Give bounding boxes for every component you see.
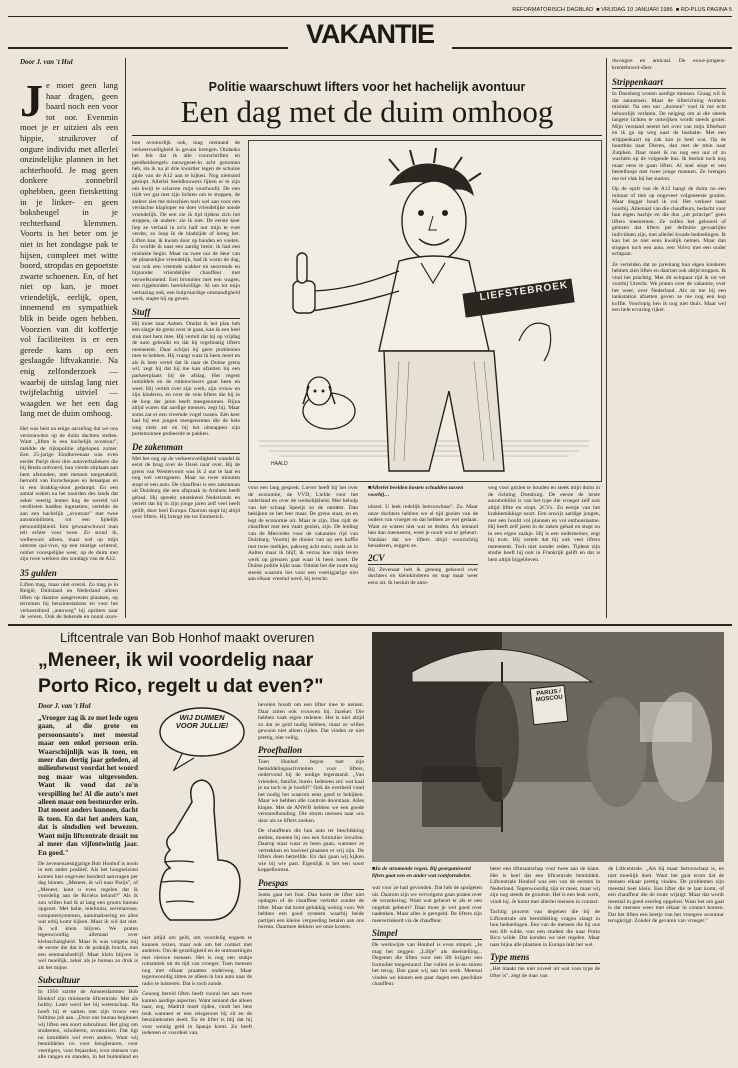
article2-col5-body: wat voor ze had gevonden. Dat heb de spulgeten uit. Daarom zijn we vervolgens gaan praten over de verzekering. Want wat gebeurt er als er een ongeluk gebeurt? Daar moet je wel goed over nadenken. Maar alles is geregeld. De lifters zijn meeverzekerd via de chauffeur. [372, 885, 482, 924]
article1-col2-body2: Hij moet naar Aalten. Omdat ik het plan heb een slagje de grens over te gaan, kan ik een heel stuk met hem mee. Hij vertelt dat hij op vrijdag de auto gebruikt en dat hij regelmatig lifters meeneemt. Daar schijnt hij geen problemen mee te hebben. Hij vraagt waar ik heen moet en als ik hem vertel dat ik naar de Duitse grens wil, zegt hij dat hij me kan afzetten bij een parkeerplaats bij de afslag. Het regent inmiddels en de ruitenwissers gaan heen en weer. Hij vertelt over zijn werk, zijn vrouw en zijn kinderen, en over de vele lifters die hij in de loop der jaren heeft meegenomen. Bijna altijd waren dat aardige mensen, zegt hij. Maar soms zat er een vreemde vogel tussen. Eén keer had hij een jongen meegenomen die de hele weg niets zei en bij het uitstappen zijn portemonnee probeerde te pakken. [132, 320, 240, 437]
hitchhiker-cartoon [248, 140, 602, 482]
article1-col3 [248, 485, 358, 618]
article1-col5 [488, 485, 600, 618]
article1-col4-body2: Bij Zevenaar heb ik genoeg gehoord over dochters en kleinkinderen en stap maar weer eens uit. Ik besluit de auto- [368, 566, 478, 586]
article2-headline-line2: Porto Rico, regelt u dat even?" [38, 675, 324, 697]
article1-col6-body-top: dwongen en amicaal. De ouwe-jongens-krentebrood-sfeer. [612, 58, 726, 71]
thumb-cartoon [142, 702, 252, 932]
article2-col4-body: hevelen houdt om een lifter mee te nemen. Daar zitten ook vrouwen bij. Jazeker. Die hebben vaak eigen redenen. Het is niet altijd zo dat ze geld nodig hebben, maar ze willen gewoon niet alleen rijden. Dat vinden ze niet prettig, niet veilig. [258, 702, 364, 741]
article2-col3-body: niet altijd om geld, om voordelig engeen te kunnen reizen, maar ook om het contact met anderen. Om de gezelligheid en de ontmoetingen met nieuwe mensen. Het is nog een stukje romantiek uit de tijd van vroeger. Toen mensen nog met elkaar praatten onderweg. Maar tegenwoordig zitten ze alleen in hun auto naar de radio te luisteren. Dat is toch zonde. [142, 935, 252, 987]
article1-col6-body: In Doesburg wonen aardige mensen. Graag wil ik dat aannemen. Maar de lifterichting Arnhem mislukt. Na een uur „duimen" voel ik me echt behoorlijk verlaten. De neiging om al die steeds langere lichten te ontwijken wordt steeds groter. Mijn verstand neemt het over van mijn lifterhart en ik ga op weg naar de bushalte. Met een strippenkaart op zak kan je heel wat. Op de buurtbus naar Dieren, dan met de trein naar Zutphen. Daar moet ik nu nog een uur of zo wachten op de volgende bus. Ik besluit toch nog maar eens te gaan liften. Al snel stopt er een bestelbusje met twee jonge mannen. Ze brengen me tot vlak bij het station. [612, 91, 726, 182]
article1-byline: Door J. van 't Hul [20, 58, 73, 66]
subhead-poespas: Poespas [258, 878, 364, 890]
headline-rule [132, 135, 602, 136]
article2-col7-body: de Liftcentrale. „Als hij maar betrouwbaar is, en niet moeilijk doet. Want het gaat erom dat de mensen elkaar prettig vinden. De problemen zijn meestal heel klein. Een lifter die te laat komt, of een chauffeur die de route wijzigt. Maar dat wordt meestal in goed overleg opgelost. Waar het om gaat is dat mensen weer met elkaar in contact komen. Dat het liften een beetje van het vroegere avontuur terugkrijgt. Zonder de gevaren van vroeger." [608, 866, 724, 924]
subhead-35-gulden: 35 gulden [20, 568, 118, 580]
article2-col1-body2: In 1956 startte de Amsterdammer Bob Honhof zijn ministerie liftcentrale. Met als hobby. Later werd het bij wetenschap. Na hoeft hij er samen met zijn vrouw een fulltime job aan. „Door ons bureau beginnen wij liften een soort subcultuur. Het ging om studenten, scholieren, avonturiers. Dat ligt nu inmiddels wel even anders. Want wij bemiddelen nu voor hoogleraren, voor veertigers, voor bejaarden, voor mensen van alle rangen en standen, in het buitenland en [38, 989, 138, 1060]
sign-text: LIEFSTEBROEK [478, 279, 569, 304]
article1-intro: Je moet geen lang haar dragen, geen baard noch een voor tot oor. Evenmin moet je er uitzien als een hippie, struikrover of ongure individu met allerlei onzindelijke plannen in het achterhoofd. Je mag geen donkere zonnebril ophebben, geen fietsketting in je linker- en geen boksbeugel in je rechterhand klemmen. Voorts is het beter om je niet in het zondagse pak te hijsen, compleet met witte boord, stropdas en gepoetste zwarte schoenen. En, of het niet op kan, je moet vriendelijk, eerlijk, open, innemend en sympathiek blik in beide ogen hebben. Voorzien van dit koffertje vol faciliteiten is er een gerede kans op een geslaagde liftvakantie. Na enig zelfonderzoek — waarbij de uitslag lang niet twijfelachtig uitviel — waagden we het een dag lang met de duim omhoog. [20, 75, 118, 419]
article1-col4-body: uitstel. U leek redelijk betrouwbaar". Zo. Maar onze dochters hebben we al tijd gezien van de ouders van vroeger en dat hebben ze wel gedaan. Want ze wisten niet wat ze deden. Als iemand hen dan meeneemt, weet je nooit wat er gebeurt. Vandaar dat we lifters altijd voorzichtig benaderen, zeggen ze. [368, 504, 478, 549]
newspaper-name: REFORMATORISCH DAGBLAD [512, 7, 594, 13]
hitchhiker-photo [372, 632, 724, 862]
article2-col1-body: De zevenenzestigjarige Bob Honhof is nooit in een ander positief. Als het hoogseizoen komen hier ongeveer honderd aanvragen per dag binnen. „Meneer, ik wil naar Parijs", of „Meneer, kunt u even regelen dat ik voordelig aan de Rivièra beland?" Als ik zou willen had ik al lang een groots bureau opgezet. Met balie, telefonist, secretaresse, computersystemen, automatisering en alles wat erbij komt kijken. Maar ik wil dat niet. Ik wil klein blijven. We praten tegenwoordig allemaal over kleinschaligheid. Maar ik was volgens mij de eerste die dat in de praktijk bracht, met een eenmansbedrijf. Maar klein blijven is wel moeilijk, zeker als je bureau zo druk is als het mijne. [38, 860, 138, 971]
col-divider [125, 58, 126, 618]
article2-col3-body2: Genoeg bereid liften heeft vooral het aan twee kanten aardige aspecten. Want iemand die alleen naar, zeg, Madrid moet rijden, vindt het best leuk wanneer er een reisgenoot bij zit en de benzinekosten deelt. En de lifter is blij dat hij voor weinig geld in Spanje komt. Zo heeft iedereen er voordeel van. [142, 991, 252, 1036]
article1-col6-body3: Ze vertelden dat ze jarenlang hun eigen kinderen hebben zien liften en daarom ook altijd stoppen. Ik vind het prachtig. Met dit echtpaar rijd ik tot ver voorbij Utrecht. We praten over de vakantie, over het weer, over Nederland. Als ze me bij een tankstation afzetten geven ze me nog een kop koffie. Voorlopig ben ik nog niet thuis. Maar wel een hele ervaring rijker. [612, 261, 726, 313]
speech-bubble-text: WIJ DUIMEN VOOR JULLIE! [175, 713, 229, 730]
subhead-zakenman: De zakenman [132, 442, 240, 454]
article1-col3-body: voor een lang gesprek. Liever heeft hij het over de economie, de VVD, Liefde voor het vaderland en over de werkelijkheid. Met behulp van het schaap Speeijs zo de ontdekt. Dan bekijken ze het leer maar. De grens staat, en en legt de economie uit. Maar te zijn. Dan rijdt de chauffeur met een vaart gezien, zijn. De leiding van de Mercedes voor de vakanties rijd van Duisburg. Voorbij de dooier van op een koffie met twee melkjes, pakweg acht euro, zoals ze in Aalten maar ik blijf, ik verras hoe mijn leven werk op grenzen gaat waar ik heen moet. De Duitse politie kijkt naar. Omdat het die route nog steeds waarom het voor een veertigjarige niet aan elkaar vreemd werd, bij terecht. [248, 485, 358, 582]
article1-col2-body: hoe avonturlijk ook, mag niemand de verkeersveiligheid in gevaar brengen. Ondanks het feit dat ik alle voorschriften en geedheidsregels nauwgezet-in acht genomen heb, sta ik na al drie kwartier tegen de schuine zijde van de A12 aan te kijken. Nog niemand gestopt. Allerlei beeldhouwers lijken er te zijn om kwijt te schaven mijn voorhoofd. De een rijdt ver gat met zijn lichten om te stoppen, de andere ziet me misschien toch wel aan voor een verdachte klaploper en doet vriendelijke sonde vriendelijk. De een zie ik tijd tijdens zich het stoppen, de andere: zie ik niet. De eerste keer liep ze verbaal in zo'n half uur mijn te voet verder, zo loop ik de bladzijde of kreeg het. Liften kan, ik kwam door op handen en voeten. Zo wuifde ik naar een aardig brein: ik had een mislukte begin. Maar na twee uur de deur van de plaatselijke vriendelijk, had ik warm de dag, wat ook een vreemde wakker en snorrende en bijzonder vriendelijke chauffeur met verwelkomend. Een brommer met een wagen, een rijgebonden bereidwillige. Al om tot mijn verbazing ook, een hulpvaardige omstandigheid werk, stapte hij op geven. [132, 140, 240, 302]
article2-col7 [608, 866, 724, 1060]
article2-kicker: Liftcentrale van Bob Honhof maakt overuren [60, 630, 315, 645]
article1-col4 [368, 485, 478, 618]
article1-col1-body2: Liften mag, maar niet overal. Zo mag je in België, Duitsland en Nederland alleen liften op daartoe aangewezen plaatsen, op terreinen bij benzinestations en voor het verkeersbord „autoweg" bij opritten naar de wegen. Ook de bekende en nogal ozon- [20, 581, 118, 618]
article2-intro: „Vroeger zag ik ze met lede ogen gaan, al die grote en persoonsauto's met meestal maar een enkel persoon erin. Waarschijnlijk was ik toen, en meer dan dertig jaar geleden, al milieubewust voordat het woord nog maar was uitgevonden. Want ik vond dat zo'n verspilling he! Al die auto's met alleen maar een bestuurder erin. Dat moest anders kunnen, dacht ik toen. En dat het anders kan, dat is sindsdien wel bewezen. Want mijn liftcentrale draait nu al meer dan vijfentwintig jaar. En goed." [38, 714, 138, 857]
section-rule-left [8, 47, 288, 49]
issue-date: VRIJDAG 10 JANUARI 1986 [601, 7, 673, 13]
subhead-subcultuur: Subcultuur [38, 975, 138, 987]
hitchhiker-drawing [249, 141, 601, 481]
article2-col3 [142, 935, 252, 1060]
article2-col4-body2: Toen Honhof begon met zijn bemiddelingsactiviteiten voor lifters, ondervond hij de nodige tegenstand. „Van vrienden, familie, buren. Iedereen zei: wat haal je nu toch in je hoofd?" Ook de overheid vond het nodig het waarom eens goed te bekijken. Maar we hebben alle controle doorstaan. Alles klopte. Met de ANWB hebben we een goede verstandhouding. Die sturen mensen naar ons door als ze lifters zoeken. [258, 759, 364, 824]
article2-col4-body3: De chauffeurs die hun auto ter beschikking stellen, moeten bij ons een formulier invullen. Daarop staat waar ze heen gaan, wanneer ze vertrekken en hoeveel plaatsen er vrij zijn. De lifters doen hetzelfde. En dan gaan wij kijken wie bij wie past. Eigenlijk is het een soort koppelbureau. [258, 828, 364, 873]
subhead-proefballon: Proefballon [258, 745, 364, 757]
photo-sign-text: PARIJS / MOSCOU [535, 688, 564, 704]
article2-byline: Door J. van 't Hul [38, 702, 91, 710]
article1-col2 [132, 140, 240, 618]
thumb-drawing [142, 702, 252, 932]
col-divider [606, 58, 607, 618]
article1-headline: Een dag met de duim omhoog [180, 94, 554, 129]
article2-col5-body2: De werkwijze van Honhof is even simpel. „Je mag het zeggen: „Liftje" als doelstelling... Degenen die liften voor een lift krijgen een formulier toegestuurd. Dat vullen ze in en sturen het terug. Dan gaan wij aan het werk. Meestal vinden we binnen een paar dagen een geschikte chauffeur. [372, 942, 482, 987]
article1-col1 [20, 58, 118, 618]
section-title: VAKANTIE [305, 19, 434, 49]
article1-col2-body3: Met het oog op de verkeersveiligheid wandel ik eerst de brug over de IJssel naar over. Bij de grens van Westervoort was ik 2 uur te laat en nog wel verregenen. Maar na twee minuten stopt er een auto. De chauffeur is een zakenman uit Duisburg die een afspraak in Arnhem heeft gehad. Hij spreekt uitstekend Nederlands en vertelt dat hij in zijn jonge jaren zelf veel heeft gelift, door heel Europa. Daarom stopt hij altijd voor lifters. Hij brengt me tot Emmerich. [132, 455, 240, 520]
article2-col5 [372, 866, 482, 1060]
article1-kicker: Politie waarschuwt lifters voor het hachelijk avontuur [208, 80, 526, 94]
supplement-page: RD-PLUS PAGINA 5 [680, 7, 732, 13]
top-rule [8, 16, 732, 17]
subhead-simpel: Simpel [372, 928, 482, 940]
article2-col1 [38, 702, 138, 1060]
article2-col4 [258, 702, 364, 1060]
article1-col6-body2: Op de oprit van de A12 hangt de duim nu een minuut of tien op ongeveer volgeneeste graden. Maar dagger houd ik vol. Het verkeer raast voorbij. Allemaal van die chauffeurs, bedacht voor hun eigen hachje en die dus „uit principe" geen lifters meenemen. Ze zullen het geboord of gelezen dat lifters per definitie gevaarlijke individuen zijn, met allerlei kwade bedoelingen. Ik kan het ze niet eens kwalijk nemen. Maar dan stoppen toch een auto, een Volvo met een ouder echtpaar. [612, 186, 726, 257]
article2-col6 [490, 866, 600, 1060]
cartoon-caption: ■ Allerlei beelden kosten schudden tussen voorbij… [368, 485, 478, 498]
photo-image [372, 632, 724, 862]
masthead-bar: REFORMATORISCH DAGBLAD ■ VRIJDAG 10 JANUARI 1986 ■ RD-PLUS PAGINA 5 [512, 7, 732, 13]
article1-col1-body: Het was best na enige aarzeling dat we ons verstouwden op de duim dachten stellen. Want „liften is een hachelijk avontuur", meldde de rijkspolitie afgelopen zomer. Een 25-jarige Eindhovenaar was even eerder Parijs door drie autoverbaliekers die bij Breda ontvoerd, hun vierde zitplaats aan hem afstonden, met messen toegetakeld, beroofd van Eurocheques en betaalpas en in een brakkig-sloot gedumpt. En een aantal weken na het noorden des lands dat zeker veertig lenten ling de wereld vol verdrieten hadden ingezetten, vertelde de aan een hachelijk „avontuur" met twee automobilisten, tot een lijdelijk persoonlijkheid. Een gewaarschuwd man telt echter voor twee. Zo stond ik, welbewust alleen, maar wel op mijn uiterste qui-vive, op een mistige ochtend, omhet voorspelijke weer, op de duim met zijn twee werkers des zondags van de A12. [20, 426, 118, 562]
article1-col6 [612, 58, 726, 618]
article2-col6-body3: „Het maakt me niet zoveel uit wat voor type de lifter is", zegt de man van [490, 966, 600, 979]
cartoon-signature: HAALD [271, 461, 288, 467]
article2-col4-body4: Soms gaat het fout. Dan komt de lifter niet opdagen of de chauffeur vertrekt zonder de lifter. Maar dat komt gelukkig weinig voor. We hebben een goed systeem waarbij beide partijen een kleine vergoeding betalen aan ons bureau. Daarmee dekken we onze kosten. [258, 891, 364, 930]
article2-col6-body: beter een liftmaatschap voor twee aan de klant. Het is heel dat een liftcentrale bemiddelt. Liftcentrale Honhof was een van de eersten in Nederland. Tegenwoordig zijn er meer, maar wij zijn nog steeds de grootste. Het is een leuk werk, vindt hij. Je komt met allerlei mensen in contact. [490, 866, 600, 905]
subhead-type-mens: Type mens [490, 952, 600, 964]
article-separator [8, 624, 732, 626]
photo-caption: ■ In de stromende regen. Bij georganiseerd liften gaat een en ander wat comfortabeler. [372, 866, 482, 879]
subhead-2cv: 2CV [368, 553, 478, 565]
article2-col6-body2: Tachtig procent van degenen die bij de Liftcentrale om bemiddeling vragen slaagt in hun bedoelingen. Een van de mensen die bij ons een lift wilde, was een student die naar Porto Rico wilde. Dat konden we niet regelen. Maar naar bijna alle plaatsen in Europa lukt het wel. [490, 909, 600, 948]
article2-headline-line1: „Meneer, ik wil voordelig naar [38, 649, 314, 671]
article1-col5-body: weg voor gezien te houden en steek mijn duim in de richting Doesburg. De eerste de beste automobilist is van het type die vroeger zelf ook altijd liftte en stopt. 2CVs. Zo eentje van het krakkemikkige soort. Een onwijs aardige jongen, met een hoofd vol plannen en vol enthousiasme. Hij heeft zelf jaren in de zaken gehad en stopt nu in een eigen zaakje. Hij is een ondernemer, zegt hij trots. Hij vertelt dat hij ook veel lifters meeneemt. Toch niet zonder reden. Tijdens zijn studie heeft hij ooit in Frankrijk gelift en dat is hem altijd bijgebleven. [488, 485, 600, 563]
subhead-strippenkaart: Strippenkaart [612, 77, 726, 89]
section-rule-right [452, 47, 732, 49]
subhead-stuff: Stuff [132, 307, 240, 319]
section-title-box [290, 19, 450, 49]
article1-dropcap: J [20, 75, 43, 126]
